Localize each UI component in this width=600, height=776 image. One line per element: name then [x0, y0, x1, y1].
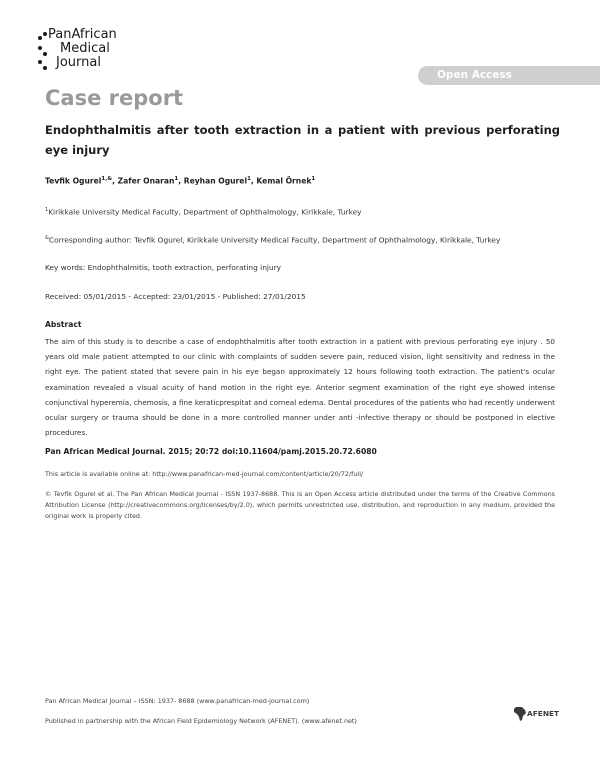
- afenet-logo: [513, 706, 561, 722]
- author-list: Tevfik Ogurel$^{1,\&}$, Zafer Onaran$^1$, Reyhan Ogurel$^1$, Kemal Örnek$^1$: [45, 176, 316, 186]
- abstract-heading: Abstract: [45, 320, 82, 329]
- copyright-notice: © Tevfik Ogurel et al. The Pan African Medical Journal - ISSN 1937-8688. This is an Open Access article distributed under the terms of the Creative Commons Attribution License (http://creativecommons.org/licenses/by/2.0), which permits unrestricted use, distribution, and reproduction in any medium, provided the original work is properly cited.: [45, 490, 555, 521]
- document-type: Case report: [45, 86, 184, 110]
- keywords: Key words: Endophthalmitis, tooth extraction, perforating injury: [45, 263, 282, 272]
- author-affiliation-mark: 1: [311, 176, 316, 182]
- journal-logo: [38, 24, 148, 74]
- logo-line-1: PanAfrican: [48, 27, 117, 42]
- online-availability: This article is available online at: http://www.panafrican-med-journal.com/content/article/20/72/full/: [45, 470, 364, 478]
- corresponding-mark: &: [45, 235, 49, 241]
- affiliation-mark: 1: [45, 207, 49, 213]
- logo-line-3: Journal: [56, 55, 101, 70]
- author-name: Reyhan Ogurel: [183, 176, 248, 186]
- affiliation-text: Kirikkale University Medical Faculty, Department of Ophthalmology, Kirikkale, Turkey: [48, 207, 362, 217]
- article-title: Endophthalmitis after tooth extraction in a patient with previous perforating eye injury: [45, 123, 560, 157]
- affiliation: [45, 207, 362, 216]
- afenet-logo-text: AFENET: [527, 709, 560, 718]
- author-name: Zafer Onaran: [117, 176, 175, 186]
- publication-dates: Received: 05/01/2015 - Accepted: 23/01/2015 - Published: 27/01/2015: [45, 292, 306, 301]
- logo-line-2: Medical: [60, 41, 110, 56]
- citation: Pan African Medical Journal. 2015; 20:72 doi:10.11604/pamj.2015.20.72.6080: [45, 447, 377, 456]
- author-name: Kemal Örnek: [256, 176, 312, 186]
- open-access-badge: Open Access: [418, 66, 600, 85]
- africa-map-icon: [513, 706, 527, 722]
- abstract-text: The aim of this study is to describe a case of endophthalmitis after tooth extraction in a patient with previous perforating eye injury . 50 years old male patient attempted to our clinic with complaints of sudden severe pain, reduced vision, light sensitivity and redness in the right eye. The patient stated that severe pain in his eye began approximately 12 hours following tooth extraction. The patient's ocular examination revealed a visual acuity of hand motion in the right eye. Anterior segment examination of the right eye showed intense conjunctival hyperemia, chemosis, a fine keraticprespitat and corneal edema. Dental procedures of the patients who had recently underwent ocular surgery or trauma should be done in a more controlled manner under anti -infective therapy or should be postponed in elective procedures.: [45, 337, 555, 438]
- author-name: Tevfik Ogurel: [45, 176, 102, 186]
- corresponding-author: [45, 235, 500, 244]
- author-affiliation-mark: 1,&: [101, 176, 113, 182]
- footer-partnership: Published in partnership with the African Field Epidemiology Network (AFENET). (www.afenet.net): [45, 717, 357, 725]
- author-affiliation-mark: 1: [247, 176, 251, 182]
- footer-issn: Pan African Medical Journal – ISSN: 1937- 8688 (www.panafrican-med-journal.com): [45, 697, 310, 705]
- corresponding-text: Corresponding author: Tevfik Ogurel, Kirikkale University Medical Faculty, Department of Ophthalmology, Kirikkale, Turkey: [48, 235, 501, 245]
- author-affiliation-mark: 1: [174, 176, 179, 182]
